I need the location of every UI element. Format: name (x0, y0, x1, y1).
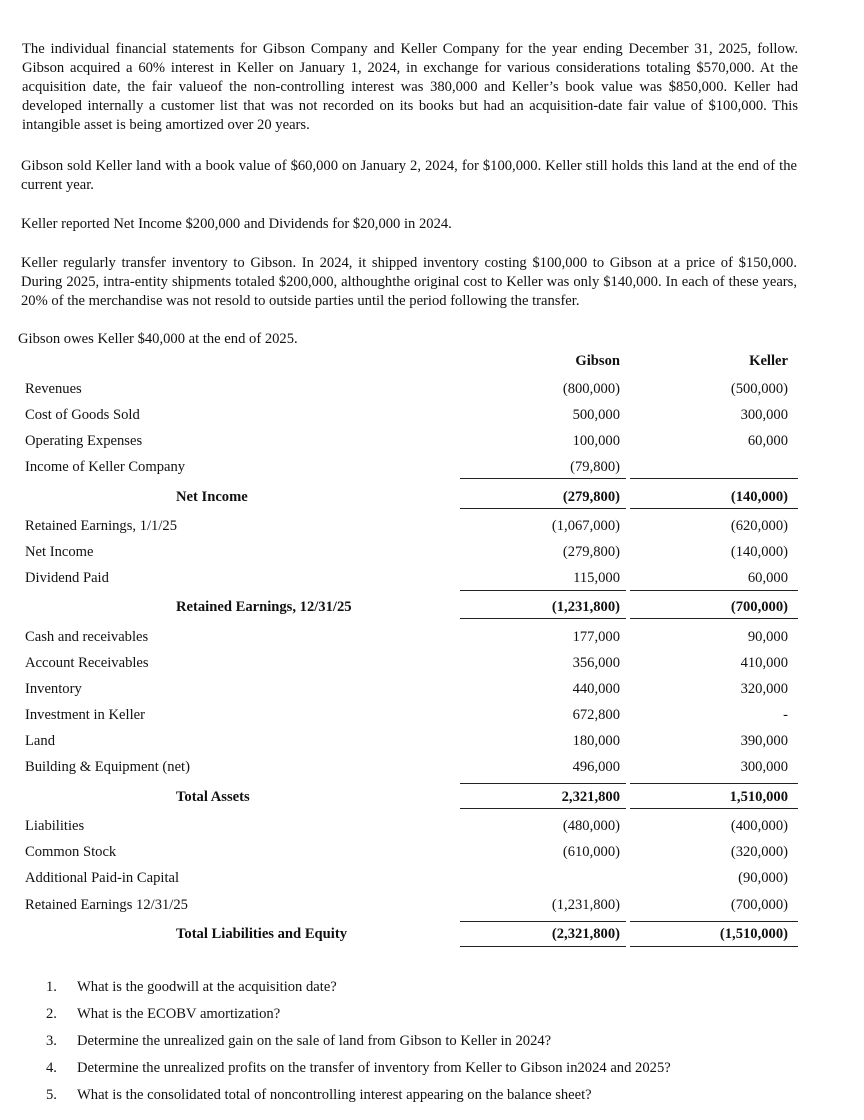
row-label: Dividend Paid (25, 570, 109, 586)
keller-value: (90,000) (738, 870, 788, 886)
total-rule (630, 478, 798, 479)
statement-row (0, 786, 864, 808)
keller-value: (140,000) (730, 544, 788, 560)
keller-value: (140,000) (730, 489, 788, 505)
total-rule (460, 618, 626, 619)
gibson-value: (1,231,800) (551, 599, 620, 615)
keller-value: (700,000) (730, 897, 788, 913)
statement-row (0, 841, 864, 863)
question-number: 5. (46, 1087, 57, 1103)
row-label: Land (25, 733, 55, 749)
keller-value: (500,000) (730, 381, 788, 397)
keller-value: (400,000) (730, 818, 788, 834)
total-rule (630, 508, 798, 509)
row-label: Liabilities (25, 818, 85, 834)
question-item (24, 976, 671, 1003)
question-text: What is the ECOBV amortization? (77, 1006, 281, 1022)
keller-value: 90,000 (747, 629, 788, 645)
total-rule (460, 808, 626, 809)
total-rule (460, 590, 626, 591)
question-list (24, 976, 671, 1111)
keller-value: (320,000) (730, 844, 788, 860)
statement-row (0, 541, 864, 563)
question-number: 3. (46, 1033, 57, 1049)
intercompany-debt-paragraph: Gibson owes Keller $40,000 at the end of 2025. (18, 331, 298, 347)
statement-row (0, 678, 864, 700)
total-rule (630, 808, 798, 809)
total-rule (630, 921, 798, 922)
statement-row (0, 378, 864, 400)
column-header-gibson: Gibson (575, 353, 620, 369)
question-item (24, 1030, 671, 1057)
question-item (24, 1003, 671, 1030)
gibson-value: 500,000 (572, 407, 620, 423)
keller-value: 1,510,000 (729, 789, 788, 805)
total-rule (460, 783, 626, 784)
statement-row (0, 894, 864, 916)
statement-row (0, 626, 864, 648)
row-label: Operating Expenses (25, 433, 143, 449)
gibson-value: (1,067,000) (551, 518, 620, 534)
gibson-value: 115,000 (573, 570, 620, 586)
row-label: Common Stock (25, 844, 117, 860)
question-number: 4. (46, 1060, 57, 1076)
row-label: Income of Keller Company (25, 459, 186, 475)
gibson-value: 356,000 (572, 655, 620, 671)
gibson-value: (79,800) (570, 459, 620, 475)
row-label: Additional Paid-in Capital (25, 870, 180, 886)
row-label: Retained Earnings 12/31/25 (25, 897, 188, 913)
keller-value: (620,000) (730, 518, 788, 534)
gibson-value: (610,000) (562, 844, 620, 860)
keller-value: (700,000) (730, 599, 788, 615)
keller-income-paragraph: Keller reported Net Income $200,000 and Dividends for $20,000 in 2024. (21, 216, 452, 232)
gibson-value: 440,000 (572, 681, 620, 697)
keller-value: 300,000 (740, 407, 788, 423)
question-item (24, 1057, 671, 1084)
keller-value: - (783, 707, 788, 723)
statement-row (0, 756, 864, 778)
total-rule (630, 618, 798, 619)
total-rule (630, 783, 798, 784)
statement-row (0, 515, 864, 537)
row-label: Retained Earnings, 1/1/25 (25, 518, 177, 534)
row-label: Total Liabilities and Equity (176, 926, 347, 942)
statement-row (0, 456, 864, 478)
question-text: What is the consolidated total of noncontrolling interest appearing on the balance sheet? (77, 1087, 592, 1103)
question-number: 1. (46, 979, 57, 995)
gibson-value: (1,231,800) (551, 897, 620, 913)
gibson-value: (2,321,800) (551, 926, 620, 942)
statement-row (0, 652, 864, 674)
question-item (24, 1084, 671, 1111)
gibson-value: (279,800) (562, 544, 620, 560)
statement-row (0, 867, 864, 889)
statement-row (0, 486, 864, 508)
gibson-value: 177,000 (572, 629, 620, 645)
question-number: 2. (46, 1006, 57, 1022)
gibson-value: 496,000 (572, 759, 620, 775)
keller-value: 300,000 (740, 759, 788, 775)
row-label: Total Assets (176, 789, 250, 805)
question-text: Determine the unrealized profits on the transfer of inventory from Keller to Gibson in2024 and 2025? (77, 1060, 671, 1076)
row-label: Cost of Goods Sold (25, 407, 140, 423)
row-label: Inventory (25, 681, 82, 697)
intro-paragraph: The individual financial statements for Gibson Company and Keller Company for the year ending December 31, 2025, follow. Gibson acquired a 60% interest in Keller on January 1, 2024, in exchange for various considerations totaling $570,000. At the acquisition date, the fair valueof the non-controlling interest was 380,000 and Keller’s book value was $850,000. Keller had developed internally a customer list that was not recorded on its books but had an acquisition-date fair value of $100,000. This intangible asset is being amortized over 20 years. (22, 41, 798, 133)
statement-row (0, 704, 864, 726)
statement-row (0, 730, 864, 752)
gibson-value: 2,321,800 (561, 789, 620, 805)
row-label: Cash and receivables (25, 629, 149, 645)
total-rule (630, 590, 798, 591)
row-label: Building & Equipment (net) (25, 759, 190, 775)
question-text: What is the goodwill at the acquisition date? (77, 979, 337, 995)
column-header-keller: Keller (749, 353, 788, 369)
keller-value: 390,000 (740, 733, 788, 749)
gibson-value: 180,000 (572, 733, 620, 749)
row-label: Net Income (25, 544, 94, 560)
keller-value: 320,000 (740, 681, 788, 697)
statement-row (0, 567, 864, 589)
row-label: Account Receivables (25, 655, 149, 671)
total-rule (460, 946, 626, 947)
row-label: Investment in Keller (25, 707, 145, 723)
gibson-value: (279,800) (562, 489, 620, 505)
gibson-value: 100,000 (572, 433, 620, 449)
keller-value: 410,000 (740, 655, 788, 671)
statement-row (0, 596, 864, 618)
total-rule (460, 921, 626, 922)
statement-row (0, 815, 864, 837)
row-label: Retained Earnings, 12/31/25 (176, 599, 352, 615)
statement-row (0, 404, 864, 426)
total-rule (460, 508, 626, 509)
total-rule (460, 478, 626, 479)
gibson-value: 672,800 (572, 707, 620, 723)
row-label: Net Income (176, 489, 248, 505)
gibson-value: (800,000) (562, 381, 620, 397)
row-label: Revenues (25, 381, 82, 397)
total-rule (630, 946, 798, 947)
keller-value: (1,510,000) (719, 926, 788, 942)
gibson-value: (480,000) (562, 818, 620, 834)
question-text: Determine the unrealized gain on the sale of land from Gibson to Keller in 2024? (77, 1033, 552, 1049)
keller-value: 60,000 (747, 570, 788, 586)
statement-row (0, 923, 864, 945)
land-sale-paragraph: Gibson sold Keller land with a book value of $60,000 on January 2, 2024, for $100,000. Keller still holds this land at the end of the current year. (21, 158, 797, 193)
statement-row (0, 430, 864, 452)
inventory-transfer-paragraph: Keller regularly transfer inventory to Gibson. In 2024, it shipped inventory costing $100,000 to Gibson at a price of $150,000. During 2025, intra-entity shipments totaled $200,000, althoughthe original cost to Keller was only $140,000. In each of these years, 20% of the merchandise was not resold to outside parties until the period following the transfer. (21, 255, 797, 309)
keller-value: 60,000 (747, 433, 788, 449)
